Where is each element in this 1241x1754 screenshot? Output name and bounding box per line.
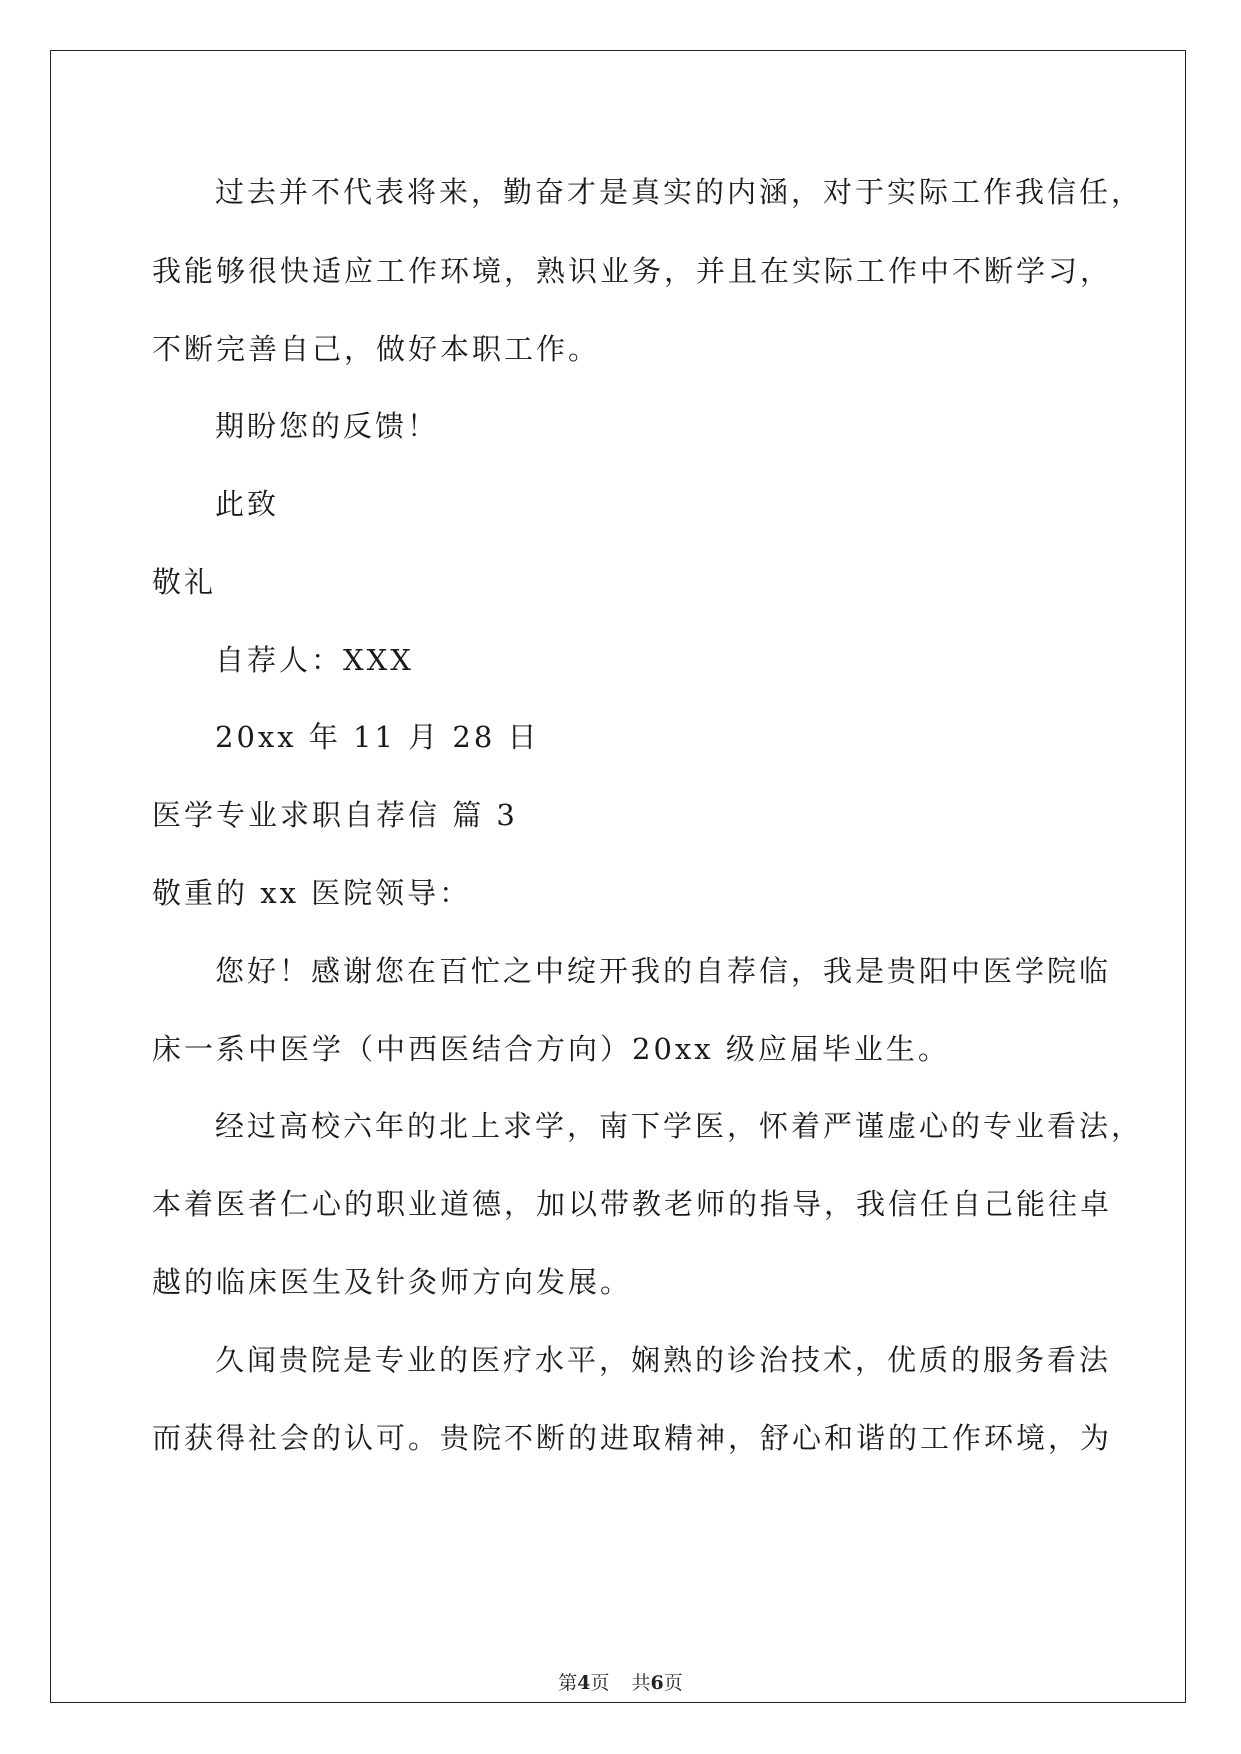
footer-prefix: 第: [558, 1672, 578, 1694]
footer-total-prefix: 共: [631, 1672, 651, 1694]
footer-total-suffix: 页: [663, 1672, 683, 1694]
current-page-number: 4: [577, 1672, 591, 1694]
paragraph-line: 久闻贵院是专业的医疗水平，娴熟的诊治技术，优质的服务看法: [215, 1343, 1112, 1377]
paragraph-line: 而获得社会的认可。贵院不断的进取精神，舒心和谐的工作环境，为: [152, 1421, 1113, 1455]
footer-page-suffix: 页: [590, 1672, 610, 1694]
paragraph-line: 您好！感谢您在百忙之中绽开我的自荐信，我是贵阳中医学院临: [215, 954, 1112, 988]
paragraph-line: 我能够很快适应工作环境，熟识业务，并且在实际工作中不断学习，: [152, 254, 1113, 288]
signature-line: 自荐人：XXX: [215, 643, 414, 677]
closing-line: 此致: [215, 487, 280, 521]
total-page-number: 6: [650, 1672, 664, 1694]
paragraph-line: 床一系中医学（中西医结合方向）20xx 级应届毕业生。: [152, 1032, 950, 1066]
paragraph-line: 期盼您的反馈！: [215, 409, 440, 443]
paragraph-line: 经过高校六年的北上求学，南下学医，怀着严谨虚心的专业看法，: [215, 1109, 1144, 1143]
date-line: 20xx 年 11 月 28 日: [215, 720, 540, 754]
greeting-line: 敬重的 xx 医院领导：: [152, 876, 472, 910]
section-title: 医学专业求职自荐信 篇 3: [152, 798, 518, 832]
salutation-line: 敬礼: [152, 565, 217, 599]
paragraph-line: 越的临床医生及针灸师方向发展。: [152, 1265, 633, 1299]
paragraph-line: 过去并不代表将来，勤奋才是真实的内涵，对于实际工作我信任，: [215, 175, 1144, 209]
page-footer: [0, 1670, 1241, 1696]
paragraph-line: 本着医者仁心的职业道德，加以带教老师的指导，我信任自己能往卓: [152, 1187, 1113, 1221]
paragraph-line: 不断完善自己，做好本职工作。: [152, 332, 601, 366]
